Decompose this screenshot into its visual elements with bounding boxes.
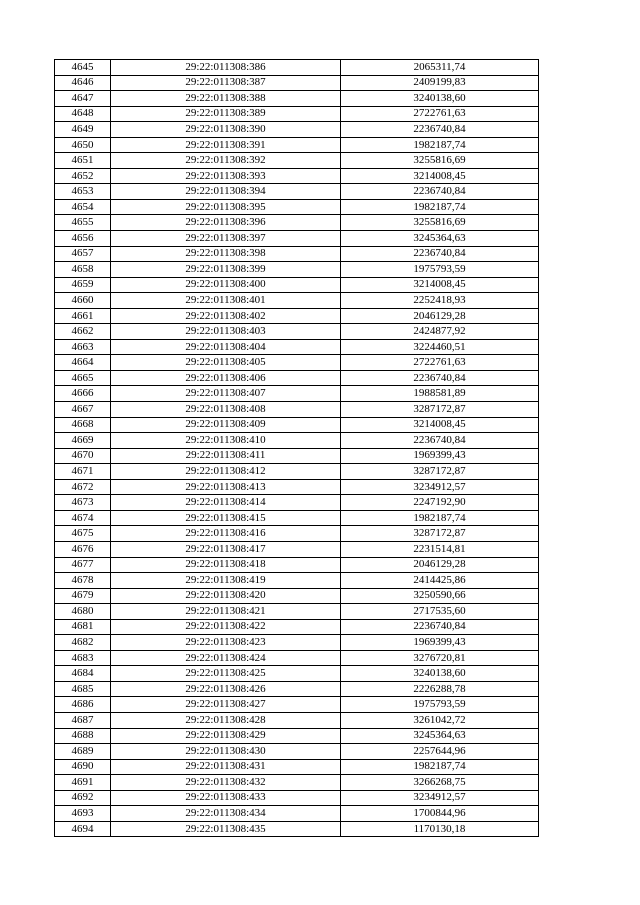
- cadastral-number-cell: 29:22:011308:415: [111, 510, 341, 526]
- row-number-cell: 4655: [55, 215, 111, 231]
- cadastral-number-cell: 29:22:011308:391: [111, 137, 341, 153]
- row-number-cell: 4663: [55, 339, 111, 355]
- row-number-cell: 4647: [55, 91, 111, 107]
- table-row: [55, 681, 539, 697]
- table-row: [55, 464, 539, 480]
- row-number-cell: 4672: [55, 479, 111, 495]
- cadastral-number-cell: 29:22:011308:400: [111, 277, 341, 293]
- table-row: [55, 75, 539, 91]
- table-body: [55, 60, 539, 837]
- cadastral-number-cell: 29:22:011308:413: [111, 479, 341, 495]
- value-cell: 2247192,90: [341, 495, 539, 511]
- row-number-cell: 4662: [55, 324, 111, 340]
- cadastral-number-cell: 29:22:011308:430: [111, 744, 341, 760]
- row-number-cell: 4666: [55, 386, 111, 402]
- value-cell: 2414425,86: [341, 573, 539, 589]
- cadastral-number-cell: 29:22:011308:426: [111, 681, 341, 697]
- value-cell: 2236740,84: [341, 184, 539, 200]
- row-number-cell: 4683: [55, 650, 111, 666]
- cadastral-number-cell: 29:22:011308:389: [111, 106, 341, 122]
- table-row: [55, 666, 539, 682]
- value-cell: 2236740,84: [341, 246, 539, 262]
- cadastral-number-cell: 29:22:011308:401: [111, 293, 341, 309]
- table-row: [55, 806, 539, 822]
- table-row: [55, 495, 539, 511]
- table-row: [55, 790, 539, 806]
- value-cell: 3287172,87: [341, 526, 539, 542]
- value-cell: 1975793,59: [341, 262, 539, 278]
- table-row: [55, 168, 539, 184]
- cadastral-number-cell: 29:22:011308:398: [111, 246, 341, 262]
- row-number-cell: 4687: [55, 712, 111, 728]
- cadastral-number-cell: 29:22:011308:388: [111, 91, 341, 107]
- row-number-cell: 4690: [55, 759, 111, 775]
- value-cell: 1988581,89: [341, 386, 539, 402]
- row-number-cell: 4678: [55, 573, 111, 589]
- value-cell: 3276720,81: [341, 650, 539, 666]
- value-cell: 2236740,84: [341, 619, 539, 635]
- table-row: [55, 712, 539, 728]
- row-number-cell: 4661: [55, 308, 111, 324]
- cadastral-number-cell: 29:22:011308:414: [111, 495, 341, 511]
- row-number-cell: 4657: [55, 246, 111, 262]
- cadastral-number-cell: 29:22:011308:393: [111, 168, 341, 184]
- row-number-cell: 4659: [55, 277, 111, 293]
- row-number-cell: 4652: [55, 168, 111, 184]
- cadastral-number-cell: 29:22:011308:428: [111, 712, 341, 728]
- row-number-cell: 4673: [55, 495, 111, 511]
- value-cell: 3250590,66: [341, 588, 539, 604]
- table-row: [55, 588, 539, 604]
- row-number-cell: 4677: [55, 557, 111, 573]
- table-row: [55, 215, 539, 231]
- cadastral-number-cell: 29:22:011308:411: [111, 448, 341, 464]
- cadastral-number-cell: 29:22:011308:421: [111, 604, 341, 620]
- cadastral-number-cell: 29:22:011308:434: [111, 806, 341, 822]
- row-number-cell: 4671: [55, 464, 111, 480]
- value-cell: 1700844,96: [341, 806, 539, 822]
- table-row: [55, 324, 539, 340]
- row-number-cell: 4689: [55, 744, 111, 760]
- row-number-cell: 4651: [55, 153, 111, 169]
- cadastral-number-cell: 29:22:011308:408: [111, 402, 341, 418]
- value-cell: 3224460,51: [341, 339, 539, 355]
- cadastral-number-cell: 29:22:011308:422: [111, 619, 341, 635]
- value-cell: 2257644,96: [341, 744, 539, 760]
- table-row: [55, 821, 539, 837]
- value-cell: 3245364,63: [341, 231, 539, 247]
- table-row: [55, 153, 539, 169]
- table-row: [55, 650, 539, 666]
- row-number-cell: 4669: [55, 433, 111, 449]
- table-row: [55, 604, 539, 620]
- table-row: [55, 744, 539, 760]
- row-number-cell: 4667: [55, 402, 111, 418]
- value-cell: 3234912,57: [341, 479, 539, 495]
- value-cell: 1975793,59: [341, 697, 539, 713]
- row-number-cell: 4658: [55, 262, 111, 278]
- row-number-cell: 4685: [55, 681, 111, 697]
- cadastral-number-cell: 29:22:011308:418: [111, 557, 341, 573]
- value-cell: 3245364,63: [341, 728, 539, 744]
- cadastral-number-cell: 29:22:011308:403: [111, 324, 341, 340]
- value-cell: 2236740,84: [341, 433, 539, 449]
- table-row: [55, 557, 539, 573]
- cadastral-number-cell: 29:22:011308:424: [111, 650, 341, 666]
- row-number-cell: 4684: [55, 666, 111, 682]
- table-row: [55, 635, 539, 651]
- value-cell: 3214008,45: [341, 277, 539, 293]
- cadastral-number-cell: 29:22:011308:431: [111, 759, 341, 775]
- row-number-cell: 4676: [55, 541, 111, 557]
- value-cell: 3261042,72: [341, 712, 539, 728]
- table-row: [55, 448, 539, 464]
- row-number-cell: 4692: [55, 790, 111, 806]
- value-cell: 1982187,74: [341, 137, 539, 153]
- value-cell: 2252418,93: [341, 293, 539, 309]
- cadastral-number-cell: 29:22:011308:417: [111, 541, 341, 557]
- cadastral-number-cell: 29:22:011308:405: [111, 355, 341, 371]
- row-number-cell: 4680: [55, 604, 111, 620]
- row-number-cell: 4674: [55, 510, 111, 526]
- value-cell: 3266268,75: [341, 775, 539, 791]
- table-row: [55, 370, 539, 386]
- value-cell: 3287172,87: [341, 402, 539, 418]
- value-cell: 2046129,28: [341, 557, 539, 573]
- cadastral-number-cell: 29:22:011308:409: [111, 417, 341, 433]
- table-row: [55, 541, 539, 557]
- value-cell: 3214008,45: [341, 168, 539, 184]
- row-number-cell: 4682: [55, 635, 111, 651]
- value-cell: 3240138,60: [341, 666, 539, 682]
- value-cell: 2424877,92: [341, 324, 539, 340]
- table-row: [55, 355, 539, 371]
- cadastral-number-cell: 29:22:011308:410: [111, 433, 341, 449]
- cadastral-number-cell: 29:22:011308:433: [111, 790, 341, 806]
- value-cell: 1969399,43: [341, 635, 539, 651]
- row-number-cell: 4665: [55, 370, 111, 386]
- cadastral-number-cell: 29:22:011308:407: [111, 386, 341, 402]
- table-row: [55, 277, 539, 293]
- row-number-cell: 4645: [55, 60, 111, 76]
- table-row: [55, 137, 539, 153]
- table-row: [55, 759, 539, 775]
- row-number-cell: 4675: [55, 526, 111, 542]
- table-row: [55, 293, 539, 309]
- table-row: [55, 510, 539, 526]
- table-row: [55, 339, 539, 355]
- table-row: [55, 433, 539, 449]
- value-cell: 2236740,84: [341, 122, 539, 138]
- value-cell: 1170130,18: [341, 821, 539, 837]
- cadastral-number-cell: 29:22:011308:427: [111, 697, 341, 713]
- table-row: [55, 775, 539, 791]
- value-cell: 3240138,60: [341, 91, 539, 107]
- value-cell: 1982187,74: [341, 510, 539, 526]
- value-cell: 2226288,78: [341, 681, 539, 697]
- table-row: [55, 262, 539, 278]
- row-number-cell: 4679: [55, 588, 111, 604]
- row-number-cell: 4694: [55, 821, 111, 837]
- cadastral-number-cell: 29:22:011308:419: [111, 573, 341, 589]
- row-number-cell: 4691: [55, 775, 111, 791]
- value-cell: 1969399,43: [341, 448, 539, 464]
- row-number-cell: 4664: [55, 355, 111, 371]
- table-row: [55, 231, 539, 247]
- row-number-cell: 4681: [55, 619, 111, 635]
- value-cell: 2409199,83: [341, 75, 539, 91]
- cadastral-number-cell: 29:22:011308:395: [111, 199, 341, 215]
- row-number-cell: 4654: [55, 199, 111, 215]
- table-row: [55, 199, 539, 215]
- cadastral-number-cell: 29:22:011308:435: [111, 821, 341, 837]
- row-number-cell: 4693: [55, 806, 111, 822]
- cadastral-number-cell: 29:22:011308:387: [111, 75, 341, 91]
- table-row: [55, 308, 539, 324]
- row-number-cell: 4648: [55, 106, 111, 122]
- value-cell: 3255816,69: [341, 215, 539, 231]
- table-row: [55, 479, 539, 495]
- cadastral-number-cell: 29:22:011308:397: [111, 231, 341, 247]
- row-number-cell: 4649: [55, 122, 111, 138]
- table-row: [55, 386, 539, 402]
- cadastral-number-cell: 29:22:011308:423: [111, 635, 341, 651]
- cadastral-number-cell: 29:22:011308:399: [111, 262, 341, 278]
- row-number-cell: 4656: [55, 231, 111, 247]
- table-row: [55, 402, 539, 418]
- table-row: [55, 417, 539, 433]
- cadastral-number-cell: 29:22:011308:402: [111, 308, 341, 324]
- row-number-cell: 4650: [55, 137, 111, 153]
- row-number-cell: 4653: [55, 184, 111, 200]
- cadastral-number-cell: 29:22:011308:406: [111, 370, 341, 386]
- cadastral-number-cell: 29:22:011308:396: [111, 215, 341, 231]
- row-number-cell: 4660: [55, 293, 111, 309]
- table-row: [55, 573, 539, 589]
- table-row: [55, 91, 539, 107]
- value-cell: 2231514,81: [341, 541, 539, 557]
- table-row: [55, 728, 539, 744]
- cadastral-number-cell: 29:22:011308:416: [111, 526, 341, 542]
- cadastral-number-cell: 29:22:011308:404: [111, 339, 341, 355]
- value-cell: 2236740,84: [341, 370, 539, 386]
- cadastral-number-cell: 29:22:011308:412: [111, 464, 341, 480]
- table-row: [55, 246, 539, 262]
- table-row: [55, 184, 539, 200]
- table-row: [55, 619, 539, 635]
- table-row: [55, 60, 539, 76]
- row-number-cell: 4688: [55, 728, 111, 744]
- value-cell: 2722761,63: [341, 355, 539, 371]
- table-row: [55, 122, 539, 138]
- cadastral-number-cell: 29:22:011308:394: [111, 184, 341, 200]
- value-cell: 1982187,74: [341, 199, 539, 215]
- value-cell: 2065311,74: [341, 60, 539, 76]
- row-number-cell: 4686: [55, 697, 111, 713]
- cadastral-number-cell: 29:22:011308:432: [111, 775, 341, 791]
- table-row: [55, 526, 539, 542]
- row-number-cell: 4670: [55, 448, 111, 464]
- value-cell: 1982187,74: [341, 759, 539, 775]
- cadastral-number-cell: 29:22:011308:390: [111, 122, 341, 138]
- cadastral-number-cell: 29:22:011308:392: [111, 153, 341, 169]
- cadastral-number-cell: 29:22:011308:429: [111, 728, 341, 744]
- value-cell: 3214008,45: [341, 417, 539, 433]
- value-cell: 2717535,60: [341, 604, 539, 620]
- table-row: [55, 697, 539, 713]
- table-row: [55, 106, 539, 122]
- value-cell: 2722761,63: [341, 106, 539, 122]
- data-table: [54, 59, 539, 837]
- row-number-cell: 4668: [55, 417, 111, 433]
- row-number-cell: 4646: [55, 75, 111, 91]
- value-cell: 3287172,87: [341, 464, 539, 480]
- cadastral-number-cell: 29:22:011308:425: [111, 666, 341, 682]
- cadastral-number-cell: 29:22:011308:386: [111, 60, 341, 76]
- value-cell: 3255816,69: [341, 153, 539, 169]
- cadastral-number-cell: 29:22:011308:420: [111, 588, 341, 604]
- value-cell: 3234912,57: [341, 790, 539, 806]
- value-cell: 2046129,28: [341, 308, 539, 324]
